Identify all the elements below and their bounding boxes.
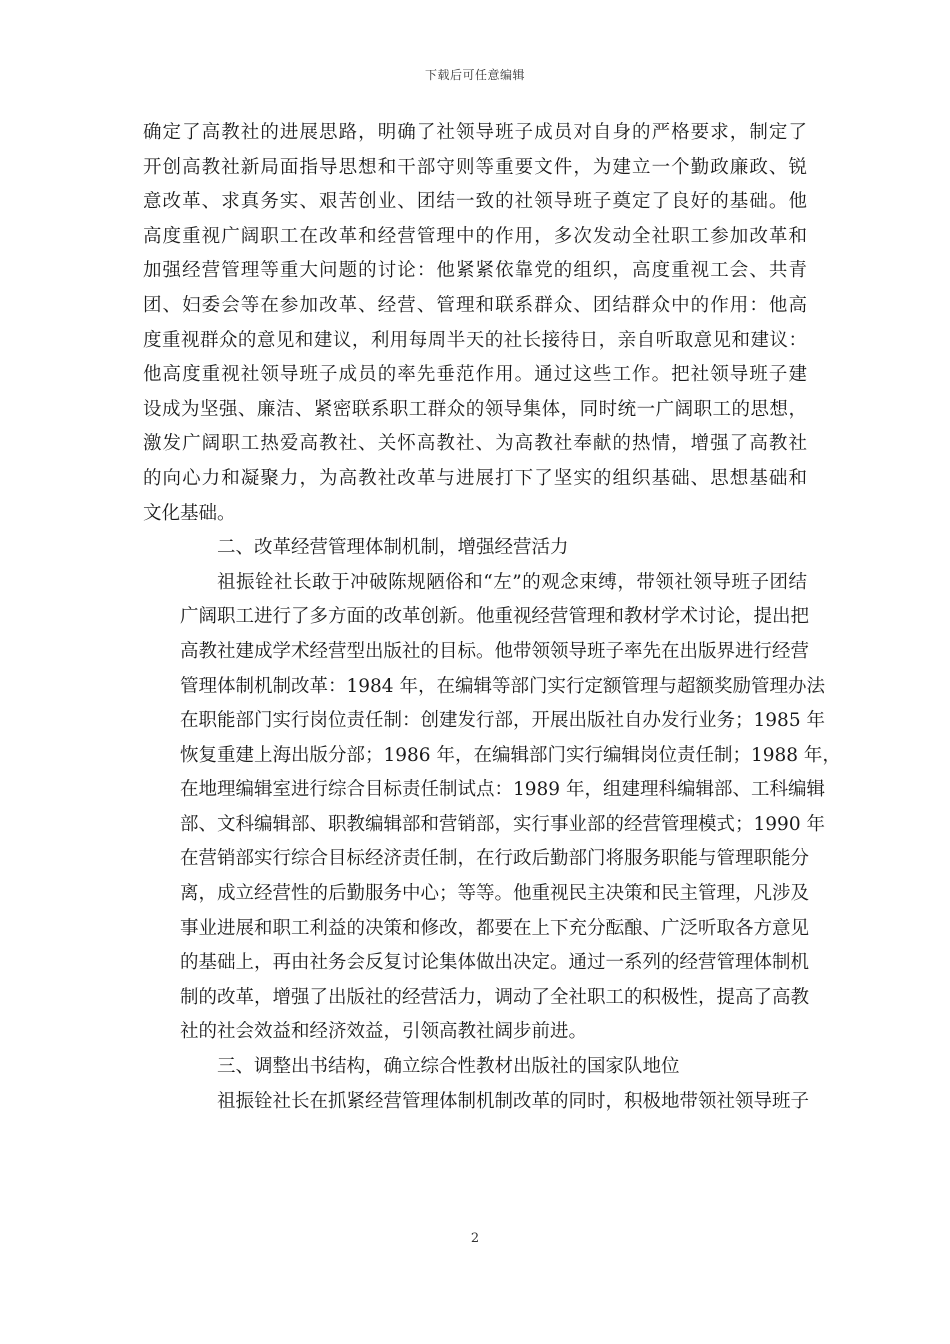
text-line: 祖振铨社长在抓紧经营管理体制机制改革的同时，积极地带领社领导班子 (217, 1090, 810, 1112)
text-line: 文化基础。 (143, 502, 236, 524)
text-line: 二、改革经营管理体制机制，增强经营活力 (217, 537, 569, 559)
text-line: 祖振铨社长敢于冲破陈规陋俗和“左”的观念束缚，带领社领导班子团结 (217, 571, 807, 593)
text-line: 三、调整出书结构，确立综合性教材出版社的国家队地位 (217, 1056, 680, 1078)
text-line: 团、妇委会等在参加改革、经营、管理和联系群众、团结群众中的作用：他高 (143, 294, 807, 316)
text-line: 在职能部门实行岗位责任制：创建发行部，开展出版社自办发行业务；1985 年 (180, 710, 825, 732)
paragraph (143, 566, 841, 1050)
text-line: 管理体制机制改革：1984 年，在编辑等部门实行定额管理与超额奖励管理办法 (180, 675, 825, 697)
text-line: 设成为坚强、廉洁、紧密联系职工群众的领导集体，同时统一广阔职工的思想， (143, 398, 807, 420)
text-line: 开创高教社新局面指导思想和干部守则等重要文件，为建立一个勤政廉政、锐 (143, 156, 807, 178)
text-line: 高教社建成学术经营型出版社的目标。他带领领导班子率先在出版界进行经营 (180, 640, 810, 662)
paragraph (143, 1085, 810, 1120)
text-line: 他高度重视社领导班子成员的率先垂范作用。通过这些工作。把社领导班子建 (143, 364, 807, 386)
text-line: 部、文科编辑部、职教编辑部和营销部，实行事业部的经营管理模式；1990 年 (180, 813, 825, 835)
paragraph (143, 531, 807, 566)
text-line: 事业进展和职工利益的决策和修改，都要在上下充分酝酿、广泛听取各方意见 (180, 917, 810, 939)
text-line: 的向心力和凝聚力，为高教社改革与进展打下了坚实的组织基础、思想基础和 (143, 467, 807, 489)
document-body (143, 116, 841, 1119)
text-line: 高度重视广阔职工在改革和经营管理中的作用，多次发动全社职工参加改革和 (143, 225, 807, 247)
text-line: 离，成立经营性的后勤服务中心；等等。他重视民主决策和民主管理，凡涉及 (180, 883, 810, 905)
text-line: 度重视群众的意见和建议，利用每周半天的社长接待日，亲自听取意见和建议： (143, 329, 807, 351)
text-line: 制的改革，增强了出版社的经营活力，调动了全社职工的积极性，提高了高教 (180, 986, 810, 1008)
text-line: 激发广阔职工热爱高教社、关怀高教社、为高教社奉献的热情，增强了高教社 (143, 433, 807, 455)
text-line: 的基础上，再由社务会反复讨论集体做出决定。通过一系列的经营管理体制机 (180, 952, 810, 974)
text-line: 意改革、求真务实、艰苦创业、团结一致的社领导班子奠定了良好的基础。他 (143, 191, 807, 213)
page-number: 2 (470, 1231, 480, 1246)
paragraph (143, 1050, 807, 1085)
text-line: 社的社会效益和经济效益，引领高教社阔步前进。 (180, 1021, 588, 1043)
page-header: 下载后可任意编辑 (424, 68, 525, 82)
text-line: 恢复重建上海出版分部；1986 年，在编辑部门实行编辑岗位责任制；1988 年， (180, 744, 841, 766)
text-line: 在地理编辑室进行综合目标责任制试点：1989 年，组建理科编辑部、工科编辑 (180, 779, 825, 801)
text-line: 确定了高教社的进展思路，明确了社领导班子成员对自身的严格要求，制定了 (143, 122, 807, 143)
text-line: 广阔职工进行了多方面的改革创新。他重视经营管理和教材学术讨论，提出把 (180, 606, 810, 628)
text-line: 在营销部实行综合目标经济责任制，在行政后勤部门将服务职能与管理职能分 (180, 848, 810, 870)
paragraph (143, 116, 807, 531)
text-line: 加强经营管理等重大问题的讨论：他紧紧依靠党的组织，高度重视工会、共青 (143, 260, 807, 282)
